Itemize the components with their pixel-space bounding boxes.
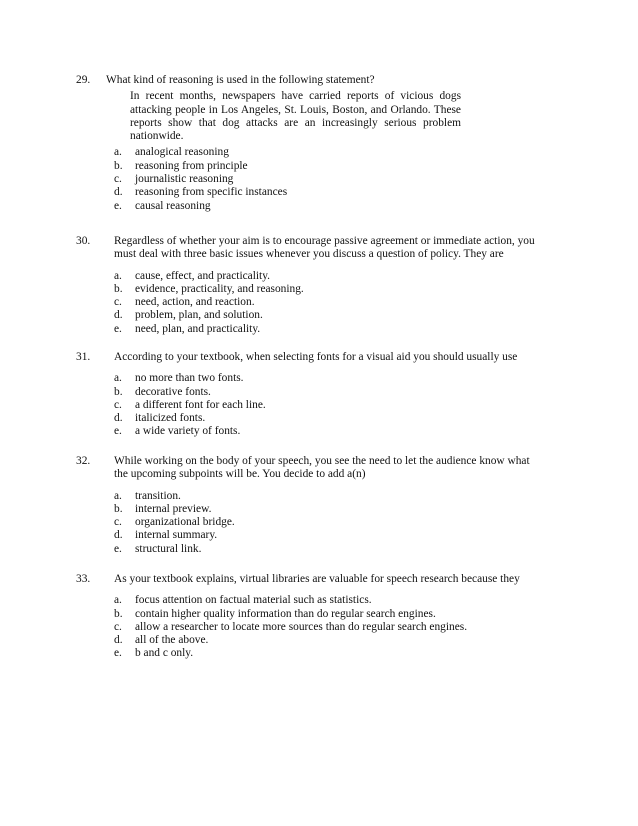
answer-option [114,146,546,159]
option-letter: c. [114,173,122,186]
answer-option [114,543,546,556]
option-letter: a. [114,269,122,282]
option-text: contain higher quality information than do regular search engines. [135,607,436,620]
option-text: a different font for each line. [135,398,266,411]
question-number: 33. [76,573,91,585]
option-text: internal summary. [135,529,218,542]
answer-options [114,372,546,438]
question-number: 29. [76,74,91,86]
option-text: problem, plan, and solution. [135,309,263,322]
option-text: transition. [135,489,181,502]
question-stem [76,351,546,364]
option-letter: e. [114,199,122,212]
option-text: reasoning from specific instances [135,186,288,199]
answer-option [114,186,546,199]
option-text: need, action, and reaction. [135,296,255,309]
option-letter: b. [114,385,123,398]
question-31 [76,351,546,439]
answer-option [114,503,546,516]
option-letter: a. [114,489,122,502]
answer-option [114,296,546,309]
answer-option [114,490,546,503]
option-letter: b. [114,502,123,515]
option-letter: e. [114,322,122,335]
option-text: reasoning from principle [135,159,248,172]
option-letter: d. [114,309,123,322]
option-text: structural link. [135,542,202,555]
answer-option [114,386,546,399]
option-letter: b. [114,282,123,295]
answer-option [114,412,546,425]
question-stem [76,235,546,262]
question-text: As your textbook explains, virtual libraries are valuable for speech research because they [114,573,520,585]
question-stem [76,74,546,87]
question-stem [76,455,546,482]
answer-option [114,283,546,296]
option-text: causal reasoning [135,199,211,212]
option-text: allow a researcher to locate more sources than do regular search engines. [135,620,468,633]
option-letter: d. [114,412,123,425]
option-text: decorative fonts. [135,385,211,398]
answer-option [114,372,546,385]
option-letter: e. [114,425,122,438]
question-33 [76,573,546,661]
option-letter: a. [114,372,122,385]
answer-option [114,621,546,634]
question-text: What kind of reasoning is used in the following statement? [106,74,375,86]
option-letter: a. [114,146,122,159]
option-letter: e. [114,542,122,555]
answer-option [114,173,546,186]
answer-option [114,270,546,283]
answer-option [114,594,546,607]
question-number: 31. [76,351,91,363]
question-stem [76,573,546,586]
answer-option [114,323,546,336]
answer-options [114,594,546,660]
answer-option [114,160,546,173]
option-text: no more than two fonts. [135,372,244,385]
option-letter: c. [114,620,122,633]
question-29 [76,74,546,213]
option-text: need, plan, and practicality. [135,322,261,335]
question-32 [76,455,546,556]
option-letter: d. [114,186,123,199]
option-letter: c. [114,516,122,529]
option-text: journalistic reasoning [135,173,234,186]
answer-option [114,425,546,438]
question-text: According to your textbook, when selecting fonts for a visual aid you should usually use [114,351,518,363]
option-letter: b. [114,607,123,620]
answer-option [114,399,546,412]
option-letter: b. [114,159,123,172]
option-text: organizational bridge. [135,516,235,529]
question-text: Regardless of whether your aim is to encourage passive agreement or immediate action, you must deal with three basic issues whenever you discuss a question of policy. They are [114,235,535,261]
option-letter: c. [114,296,122,309]
answer-option [114,529,546,542]
option-letter: d. [114,529,123,542]
quoted-statement: In recent months, newspapers have carried reports of vicious dogs attacking people in Los Angeles, St. Louis, Boston, and Orlando. These reports show that dog attacks are an increasingly serious problem nationwide. [130,90,461,143]
answer-option [114,516,546,529]
answer-option [114,608,546,621]
question-number: 32. [76,455,91,467]
question-number: 30. [76,235,91,247]
option-text: b and c only. [135,647,194,660]
answer-options [114,270,546,336]
answer-option [114,647,546,660]
answer-option [114,309,546,322]
answer-options [114,490,546,556]
answer-option [114,200,546,213]
option-text: all of the above. [135,634,209,647]
option-letter: e. [114,647,122,660]
answer-options [114,146,546,212]
option-text: analogical reasoning [135,146,229,159]
answer-option [114,634,546,647]
option-letter: a. [114,594,122,607]
option-text: evidence, practicality, and reasoning. [135,282,304,295]
option-text: italicized fonts. [135,412,206,425]
option-letter: c. [114,398,122,411]
option-text: cause, effect, and practicality. [135,269,271,282]
option-text: internal preview. [135,502,212,515]
option-letter: d. [114,634,123,647]
option-text: a wide variety of fonts. [135,425,241,438]
option-text: focus attention on factual material such as statistics. [135,594,372,607]
question-30 [76,235,546,336]
question-text: While working on the body of your speech, you see the need to let the audience know what the upcoming subpoints will be. You decide to add a(n) [114,455,530,481]
